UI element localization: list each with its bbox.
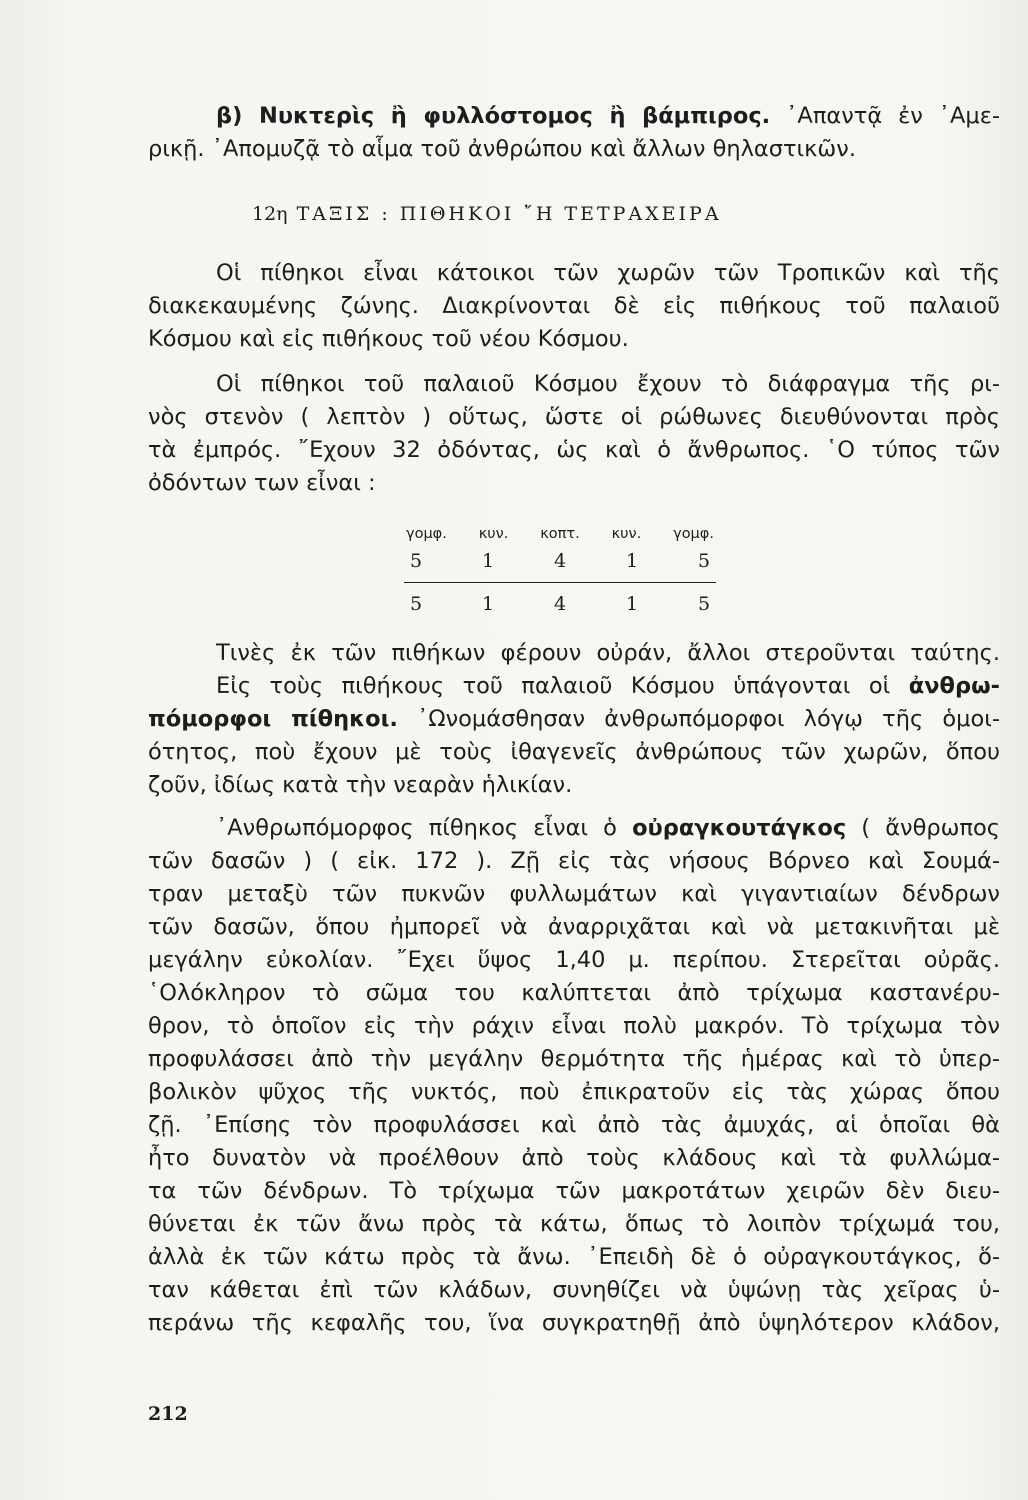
paragraph-line: τραν μεταξὺ τῶν πυκνῶν φυλλωμάτων καὶ γιγαντιαίων δένδρων <box>148 881 1000 907</box>
paragraph-line: ῾Ολόκληρον τὸ σῶμα του καλύπτεται ἀπὸ τρίχωμα καστανέρυ- <box>148 980 1000 1006</box>
formula-number: 1 <box>481 593 495 615</box>
paragraph-line: περάνω τῆς κεφαλῆς του, ἵνα συγκρατηθῇ ἀπὸ ὑψηλότερον κλάδον, <box>148 1310 1000 1336</box>
dental-formula <box>400 522 720 619</box>
paragraph-line: Κόσμου καὶ εἰς πιθήκους τοῦ νέου Κόσμου. <box>148 326 629 352</box>
formula-label: κυν. <box>611 526 642 542</box>
paragraph-line: τὰ ἐμπρός. ῎Εχουν 32 ὀδόντας, ὡς καὶ ὁ ἄνθρωπος. ῾Ο τύπος τῶν <box>148 437 1000 463</box>
formula-number: 5 <box>697 593 711 615</box>
paragraph-line: θύνεται ἐκ τῶν ἄνω πρὸς τὰ κάτω, ὅπως τὸ λοιπὸν τρίχωμά του, <box>148 1211 1000 1237</box>
paragraph-line-text: ᾿Ωνομάσθησαν ἀνθρωπόμορφοι λόγῳ τῆς ὁμοι- <box>397 706 1000 732</box>
paragraph-2 <box>148 368 1000 500</box>
paragraph-line: προφυλάσσει ἀπὸ τὴν μεγάλην θερμότητα τῆς ἡμέρας καὶ τὸ ὑπερ- <box>148 1046 1000 1072</box>
formula-number: 1 <box>625 593 639 615</box>
paragraph-line-text: Εἰς τοὺς πιθήκους τοῦ παλαιοῦ Κόσμου ὑπάγονται οἱ <box>216 673 909 699</box>
paragraph-line: νὸς στενὸν ( λεπτὸν ) οὕτως, ὥστε οἱ ρώθωνες διευθύνονται πρὸς <box>148 404 1000 430</box>
formula-label: γομφ. <box>673 526 714 542</box>
paragraph-line: Οἱ πίθηκοι εἶναι κάτοικοι τῶν χωρῶν τῶν Τροπικῶν καὶ τῆς <box>216 260 1000 286</box>
formula-number: 5 <box>409 593 423 615</box>
section-b-line-2: ρικῇ. ᾿Απομυζᾷ τὸ αἷμα τοῦ ἀνθρώπου καὶ ἄλλων θηλαστικῶν. <box>148 136 856 162</box>
orangutan-term: οὐραγκουτάγκος <box>632 815 847 841</box>
formula-fraction-bar <box>404 582 716 583</box>
formula-number: 5 <box>697 550 711 572</box>
paragraph-line: ζοῦν, ἰδίως κατὰ τὴν νεαρὰν ἡλικίαν. <box>148 772 573 798</box>
paragraph-1 <box>148 257 1000 356</box>
paragraph-line <box>148 703 1000 736</box>
paragraph-line <box>148 812 1000 845</box>
order-number: 12η <box>252 203 288 225</box>
formula-label: γομφ. <box>406 526 447 542</box>
bat-title: β) Νυκτερὶς ἢ φυλλόστομος ἢ βάμπιρος. <box>216 103 771 129</box>
paragraph-line <box>148 670 1000 703</box>
paragraph-line: μεγάλην εὐκολίαν. ῎Εχει ὕψος 1,40 μ. περίπου. Στερεῖται οὐρᾶς. <box>148 947 1000 973</box>
paragraph-line: βολικὸν ψῦχος τῆς νυκτός, ποὺ ἐπικρατοῦν εἰς τὰς χώρας ὅπου <box>148 1079 1000 1105</box>
formula-number: 5 <box>409 550 423 572</box>
formula-number: 4 <box>553 593 567 615</box>
paragraph-line: ἦτο δυνατὸν νὰ προέλθουν ἀπὸ τοὺς κλάδους καὶ τὰ φυλλώμα- <box>148 1145 1000 1171</box>
anthropoid-term-end: πόμορφοι πίθηκοι. <box>148 706 398 732</box>
paragraph-line: Οἱ πίθηκοι τοῦ παλαιοῦ Κόσμου ἔχουν τὸ διάφραγμα τῆς ρι- <box>216 371 1000 397</box>
formula-number: 1 <box>481 550 495 572</box>
anthropoid-term-start: ἀνθρω- <box>908 673 1000 699</box>
order-title: ΤΑΞΙΣ : ΠΙΘΗΚΟΙ ῎Η ΤΕΤΡΑΧΕΙΡΑ <box>287 203 722 225</box>
page-number: 212 <box>148 1403 188 1425</box>
paragraph-line-text: ( ἄνθρωπος <box>846 815 1001 841</box>
paragraph-4 <box>148 812 1000 1340</box>
formula-label: κυν. <box>478 526 509 542</box>
formula-number: 4 <box>553 550 567 572</box>
formula-number: 1 <box>625 550 639 572</box>
paragraph-line: τῶν δασῶν ) ( εἰκ. 172 ). Ζῇ εἰς τὰς νήσους Βόρνεο καὶ Σουμά- <box>148 848 1000 874</box>
formula-labels <box>400 522 720 546</box>
order-heading <box>252 203 722 225</box>
section-b <box>148 100 1000 166</box>
paragraph-line: Τινὲς ἐκ τῶν πιθήκων φέρουν οὐράν, ἄλλοι στεροῦνται ταύτης. <box>216 640 1000 666</box>
paragraph-line-text: ᾿Ανθρωπόμορφος πίθηκος εἶναι ὁ <box>216 815 633 841</box>
section-b-line-1-rest: ᾿Απαντᾷ ἐν ᾿Αμε- <box>770 103 1001 129</box>
paragraph-line: τῶν δασῶν, ὅπου ἠμπορεῖ νὰ ἀναρριχᾶται καὶ νὰ μετακινῆται μὲ <box>148 914 1000 940</box>
paragraph-3 <box>148 637 1000 802</box>
formula-upper-row <box>400 546 720 576</box>
paragraph-line: ταν κάθεται ἐπὶ τῶν κλάδων, συνηθίζει νὰ ὑψώνῃ τὰς χεῖρας ὑ- <box>148 1277 1000 1303</box>
paragraph-line: ζῇ. ᾿Επίσης τὸν προφυλάσσει καὶ ἀπὸ τὰς ἀμυχάς, αἱ ὁποῖαι θὰ <box>148 1112 1000 1138</box>
paragraph-line: ἀλλὰ ἐκ τῶν κάτω πρὸς τὰ ἄνω. ᾿Επειδὴ δὲ ὁ οὐραγκουτάγκος, ὅ- <box>148 1244 1000 1270</box>
formula-label: κοπτ. <box>540 526 580 542</box>
paragraph-line: ὀδόντων των εἶναι : <box>148 470 376 496</box>
section-b-line-1 <box>148 100 1000 133</box>
paragraph-line: τα τῶν δένδρων. Τὸ τρίχωμα τῶν μακροτάτων χειρῶν δὲν διευ- <box>148 1178 1000 1204</box>
formula-lower-row <box>400 589 720 619</box>
paragraph-line: διακεκαυμένης ζώνης. Διακρίνονται δὲ εἰς πιθήκους τοῦ παλαιοῦ <box>148 293 1000 319</box>
paragraph-line: ότητος, ποὺ ἔχουν μὲ τοὺς ἰθαγενεῖς ἀνθρώπους τῶν χωρῶν, ὅπου <box>148 739 1000 765</box>
paragraph-line: θρον, τὸ ὁποῖον εἰς τὴν ράχιν εἶναι πολὺ μακρόν. Τὸ τρίχωμα τὸν <box>148 1013 1000 1039</box>
